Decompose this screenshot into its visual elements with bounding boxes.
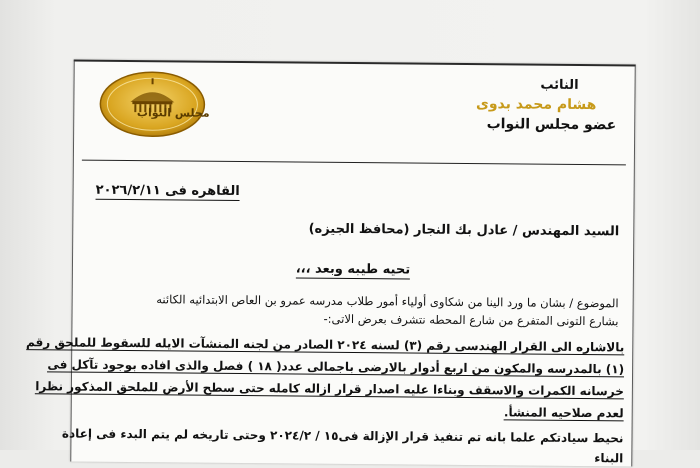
date-line bbox=[96, 183, 240, 199]
addressee-line: السيد المهندس / عادل بك النجار (محافظ الجيزه) bbox=[308, 221, 620, 240]
body-line-4: لعدم صلاحيه المنشأ. bbox=[503, 405, 624, 421]
subject-line-1: الموضوع / بشان ما ورد الينا من شكاوى أولياء أمور طلاب مدرسه عمرو بن العاص الابتدائيه الكائنه bbox=[156, 292, 619, 311]
letter-sheet bbox=[25, 60, 635, 467]
logo-text: مجلس النواب bbox=[136, 106, 210, 120]
body-paragraph-2 bbox=[61, 424, 624, 468]
sender-header bbox=[396, 74, 617, 135]
body-line-1: بالاشاره الى القرار الهندسى رقم (٣) لسنه ٢٠٢٤ الصادر من لجنه المنشآت الايله للسقوط للملحق رقم bbox=[25, 335, 625, 355]
body-paragraph bbox=[25, 332, 625, 425]
sender-title: النائب bbox=[540, 77, 579, 93]
parliament-logo bbox=[96, 70, 210, 139]
header-divider bbox=[82, 160, 626, 166]
greeting-text: تحيه طيبه وبعد ،،، bbox=[295, 261, 411, 278]
body-line-3: خرسانه الكمرات والاسقف وبناءا عليه اصدار قرار ازاله كامله حتى سطح الأرض للملحق المذكور نظرا bbox=[35, 379, 624, 399]
body2-line-2: البناء bbox=[594, 451, 624, 466]
body2-line-1: نحيط سيادتكم علما بانه تم تنفيذ قرار الإزالة فى١٥ / ٢٠٢٤/٢ وحتى تاريخه لم يتم البدء فى إعادة bbox=[61, 426, 624, 446]
sender-role: عضو مجلس النواب bbox=[486, 116, 617, 134]
greeting-line bbox=[73, 260, 633, 280]
parliament-dome-icon bbox=[96, 70, 207, 139]
subject-paragraph bbox=[84, 290, 618, 331]
subject-line-2: بشارع التونى المتفرع من شارع المحطه نتشرف بعرض الاتى:- bbox=[323, 311, 619, 329]
sender-name: هشام محمد بدوى bbox=[475, 96, 597, 114]
date-text: القاهره فى ٢٠٢٦/٢/١١ bbox=[95, 182, 240, 200]
body-line-2: (١) بالمدرسه والمكون من اربع أدوار بالارضى باجمالى عدد( ١٨ ) فصل والذى افاده بوجود تآكل فى bbox=[47, 357, 625, 377]
